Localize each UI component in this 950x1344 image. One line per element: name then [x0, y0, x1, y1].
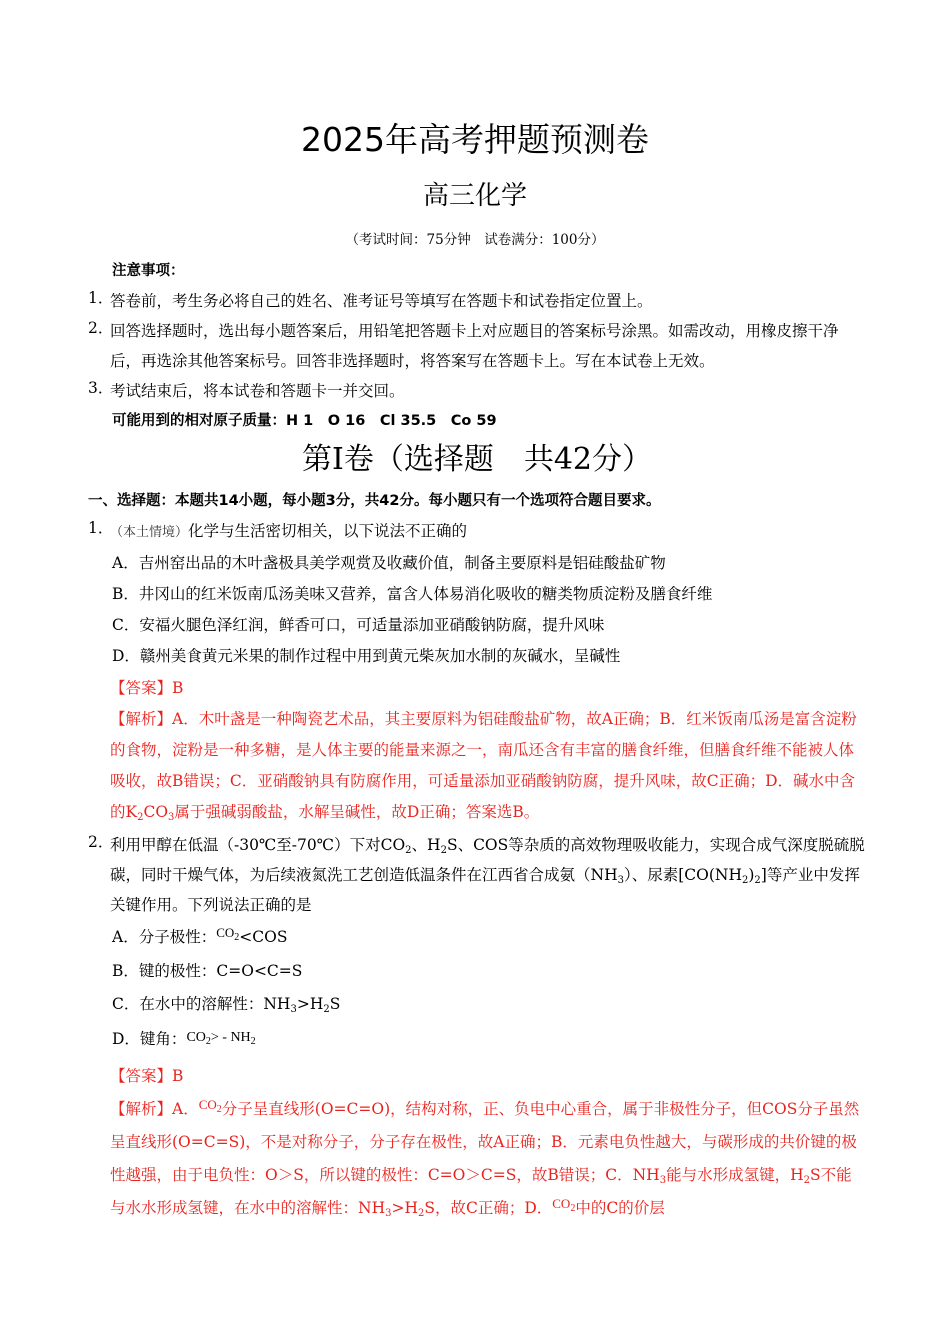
notice-text: 回答选择题时，选出每小题答案后，用铅笔把答题卡上对应题目的答案标号涂黑。如需改动，用橡皮擦干净后，再选涂其他答案标号。回答非选择题时，将答案写在答题卡上。写在本试卷上无效。 — [110, 322, 839, 370]
question-tag: （本土情境） — [110, 525, 189, 540]
q2-option-c: C．在水中的溶解性：$NH_3>H_2S$ — [112, 995, 341, 1015]
question-2 — [88, 830, 866, 920]
q2-answer: 【答案】B — [110, 1067, 184, 1085]
notice-text: 答卷前，考生务必将自己的姓名、准考证号等填写在答题卡和试卷指定位置上。 — [110, 292, 653, 310]
question-stem: （本土情境）化学与生活密切相关，以下说法不正确的 — [110, 522, 468, 540]
q2-option-b: B．键的极性：C=O<C=S — [112, 962, 303, 980]
q2-analysis: 【解析】A．$^{CO_2}$分子呈直线形(O=C=O)，结构对称，正、负电中心重合，属于非极性分子，但COS分子虽然呈直线形(O=C=S)，不是对称分子，分子存在极性，故A正确；B．元素电负性越大，与碳形成的共价键的极性越强，由于电负性：O＞S，所以键的极性：C=O＞C=S，故B错误；C．$NH_3$能与水形成氢键，$H_2S$不能与水水形成氢键，在水中的溶解性：$NH_3>H_2S$，故C正确；D．$^{CO_2}$中的C的价层 — [110, 1097, 860, 1219]
notice-num: 1． — [88, 289, 114, 307]
question-number: 2． — [88, 833, 114, 851]
question-stem: 利用甲醇在低温（-30℃至-70℃）下对$CO_2$、$H_2S$、COS等杂质的高效物理吸收能力，实现合成气深度脱硫脱碳，同时干燥气体，为后续液氮洗工艺创造低温条件在江西省合成氨$(NH_3)$、尿素$[CO(NH_2)_2]$等产业中发挥关键作用。下列说法正确的是 — [110, 836, 865, 914]
q2-option-a: A．分子极性：$^{CO_2}$<COS — [112, 925, 288, 946]
question-1 — [88, 516, 866, 548]
q1-analysis: 【解析】A．木叶盏是一种陶瓷艺术品，其主要原料为铝硅酸盐矿物，故A正确；B．红米饭南瓜汤是富含淀粉的食物，淀粉是一种多糖，是人体主要的能量来源之一，南瓜还含有丰富的膳食纤维，但膳食纤维不能被人体吸收，故B错误；C．亚硝酸钠具有防腐作用，可适量添加亚硝酸钠防腐，提升风味，故C正确；D．碱水中含的$K_2CO_3$属于强碱弱酸盐，水解呈碱性，故D正确；答案选B。 — [110, 710, 857, 823]
exam-info: （考试时间：75分钟 试卷满分：100分） — [345, 232, 605, 248]
notice-item-2 — [88, 316, 866, 376]
page-title: 2025年高考押题预测卷 — [301, 120, 649, 159]
section-heading: 第Ⅰ卷（选择题 共42分） — [301, 442, 653, 477]
q1-answer: 【答案】B — [110, 679, 184, 697]
formula-co2: $CO_2$ — [186, 1030, 211, 1047]
q1-option-d: D．赣州美食黄元米果的制作过程中用到黄元柴灰加水制的灰碱水，呈碱性 — [112, 647, 621, 665]
question-number: 1． — [88, 519, 114, 537]
notice-num: 3． — [88, 379, 114, 397]
part-heading: 一、选择题：本题共14小题，每小题3分，共42分。每小题只有一个选项符合题目要求。 — [88, 493, 661, 509]
q2-option-d: D．键角：$CO_2> - NH_2$ — [112, 1030, 256, 1048]
q1-option-a: A．吉州窑出品的木叶盏极具美学观赏及收藏价值，制备主要原料是铝硅酸盐矿物 — [112, 554, 666, 572]
q1-option-b: B．井冈山的红米饭南瓜汤美味又营养，富含人体易消化吸收的糖类物质淀粉及膳食纤维 — [112, 585, 713, 603]
page-subtitle: 高三化学 — [422, 181, 527, 211]
notice-text: 考试结束后，将本试卷和答题卡一并交回。 — [110, 382, 405, 400]
notice-item-3 — [88, 376, 866, 406]
atomic-weights: 可能用到的相对原子质量：H 1 O 16 Cl 35.5 Co 59 — [112, 413, 497, 429]
notice-title: 注意事项： — [112, 263, 185, 279]
q1-option-c: C．安福火腿色泽红润，鲜香可口，可适量添加亚硝酸钠防腐，提升风味 — [112, 616, 605, 634]
formula-co2: CO2 — [216, 925, 240, 943]
notice-num: 2． — [88, 319, 114, 337]
content-flow — [88, 256, 866, 1225]
notice-item-1 — [88, 286, 866, 316]
